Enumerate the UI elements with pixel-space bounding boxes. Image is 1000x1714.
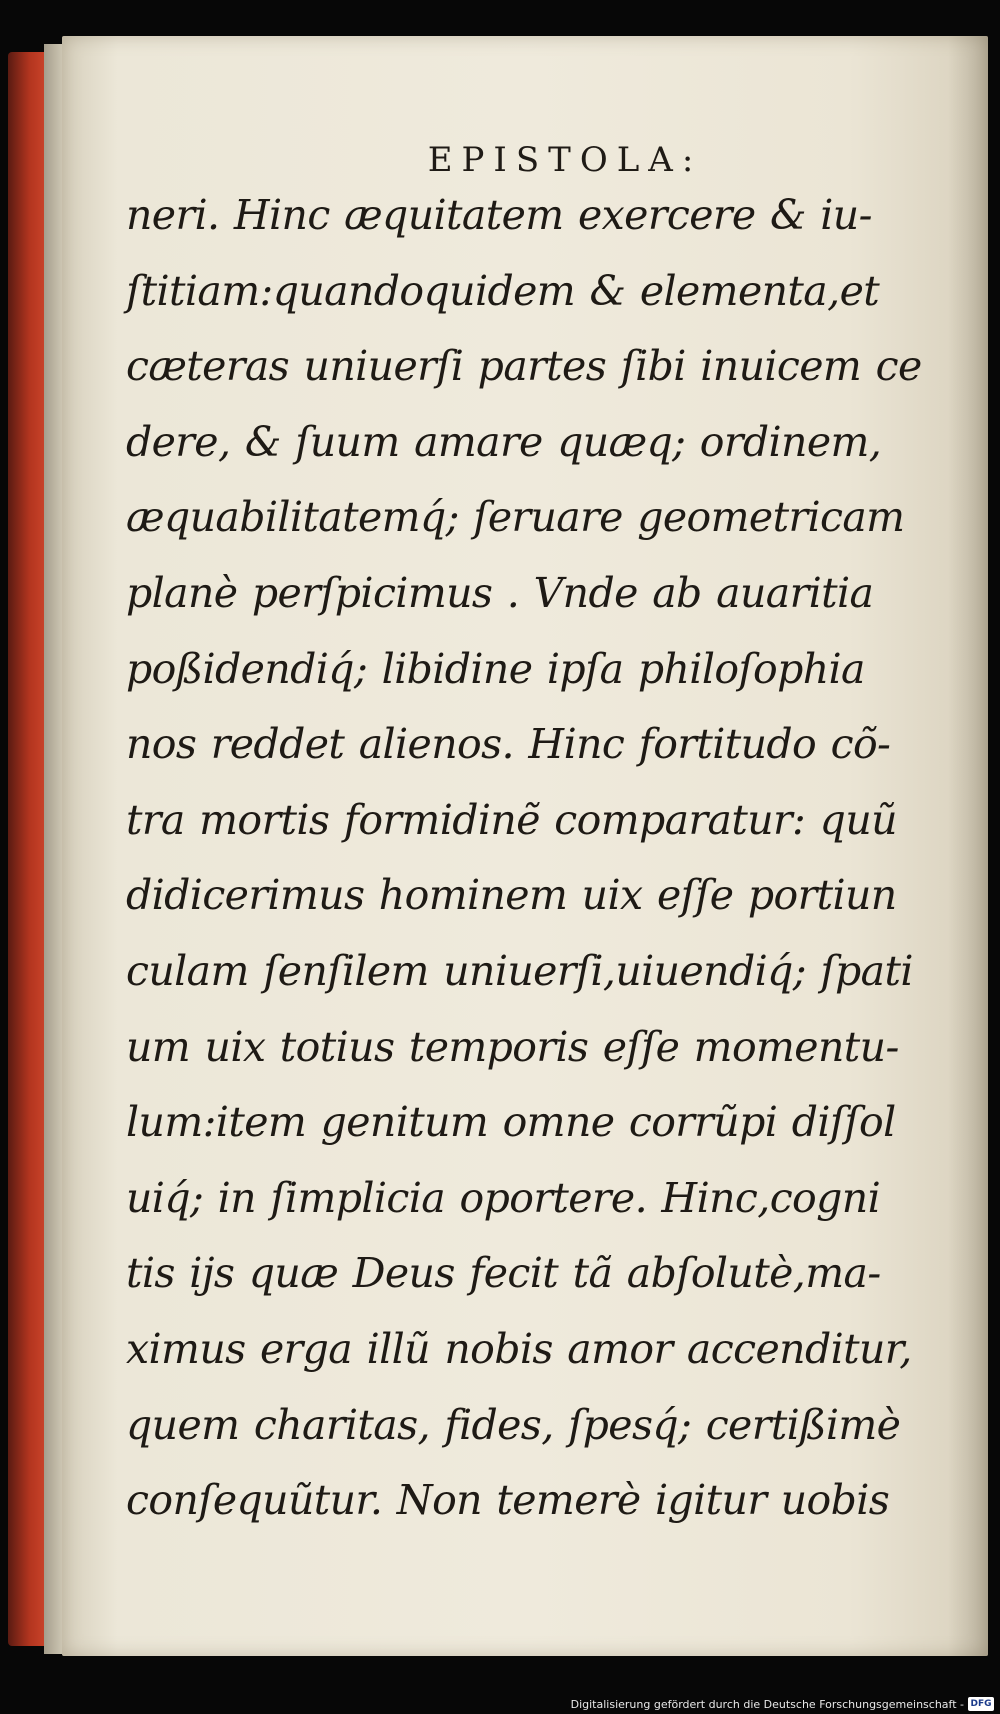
- text-line: didicerimus hominem uix eſſe portiun: [126, 871, 897, 920]
- text-line: dere, & ſuum amare quæq; ordinem,: [126, 417, 882, 466]
- text-line: ſtitiam:quandoquidem & elementa,et: [126, 266, 880, 315]
- text-line: conſequũtur. Non temerè igitur uobis: [126, 1476, 890, 1525]
- text-line: æquabilitatemq́; ſeruare geometricam: [126, 493, 905, 542]
- text-line: tis ijs quæ Deus fecit tã abſolutè,ma-: [126, 1249, 881, 1298]
- text-line: um uix totius temporis eſſe momentu-: [126, 1022, 899, 1071]
- footer-bar: [0, 1692, 1000, 1714]
- text-line: lum:item genitum omne corrũpi diſſol: [126, 1098, 896, 1147]
- text-line: poßidendiq́; libidine ipſa philoſophia: [126, 644, 865, 693]
- page-gutter-shadow: [948, 36, 988, 1656]
- body-text: [126, 178, 946, 1539]
- text-line: neri. Hinc æquitatem exercere & iu-: [126, 191, 872, 239]
- text-line: culam ſenſilem uniuerſi,uiuendiq́; ſpati: [126, 946, 913, 995]
- text-line: nos reddet alienos. Hinc fortitudo cõ-: [126, 720, 891, 769]
- text-line: cæteras uniuerſi partes ſibi inuicem ce: [126, 342, 922, 391]
- text-line: planè perſpicimus . Vnde ab auaritia: [126, 568, 874, 617]
- running-head: EPISTOLA:: [427, 140, 703, 180]
- funding-credit: Digitalisierung gefördert durch die Deutsche Forschungsgemeinschaft -: [570, 1698, 964, 1711]
- text-line: tra mortis formidinẽ comparatur: quũ: [126, 795, 897, 844]
- text-line: ximus erga illũ nobis amor accenditur,: [126, 1324, 912, 1373]
- text-line: uiq́; in ſimplicia oportere. Hinc,cogni: [126, 1173, 881, 1222]
- text-line: quem charitas, fides, ſpesq́; certißimè: [126, 1400, 901, 1449]
- dfg-logo: DFG: [968, 1697, 994, 1711]
